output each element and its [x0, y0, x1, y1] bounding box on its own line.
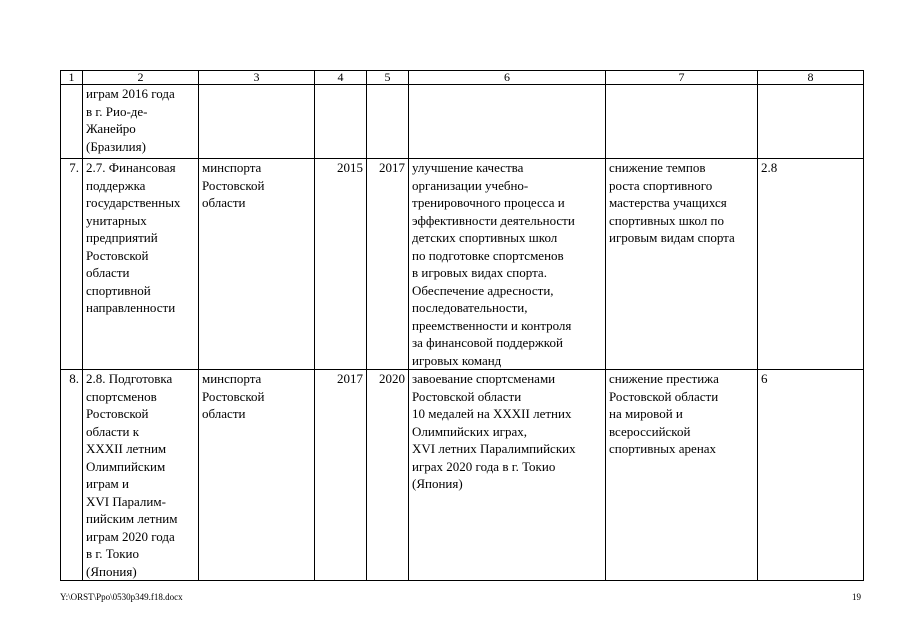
executor	[199, 85, 315, 159]
consequence: снижение темпов роста спортивного мастерства учащихся спортивных школ по игровым видам спорта	[606, 159, 758, 370]
row-number	[61, 85, 83, 159]
header-cell: 6	[409, 71, 606, 85]
expected-result: улучшение качества организации учебно- тренировочного процесса и эффективности деятельности детских спортивных школ по подготовке спортсменов в игровых видах спорта. Обеспечение адресности, последовательности, преемственности и контроля за финансовой поддержкой игровых команд	[409, 159, 606, 370]
related-indicator: 6	[758, 370, 864, 581]
file-path: Y:\ORST\Ppo\0530p349.f18.docx	[60, 592, 183, 602]
page-number: 19	[852, 592, 861, 602]
header-cell: 1	[61, 71, 83, 85]
measure-name: 2.8. Подготовка спортсменов Ростовской области к XXXII летним Олимпийским играм и XVI Паралим- пийским летним играм 2020 года в г. Токио (Япония)	[83, 370, 199, 581]
end-year: 2017	[367, 159, 409, 370]
start-year: 2015	[315, 159, 367, 370]
header-cell: 2	[83, 71, 199, 85]
header-cell: 4	[315, 71, 367, 85]
table-row	[61, 85, 864, 159]
document-table	[60, 70, 864, 581]
measure-name: 2.7. Финансовая поддержка государственных унитарных предприятий Ростовской области спортивной направленности	[83, 159, 199, 370]
executor: минспорта Ростовской области	[199, 159, 315, 370]
expected-result	[409, 85, 606, 159]
end-year: 2020	[367, 370, 409, 581]
header-cell: 3	[199, 71, 315, 85]
start-year: 2017	[315, 370, 367, 581]
end-year	[367, 85, 409, 159]
related-indicator: 2.8	[758, 159, 864, 370]
row-number: 8.	[61, 370, 83, 581]
table-row	[61, 370, 864, 581]
expected-result: завоевание спортсменами Ростовской области 10 медалей на XXXII летних Олимпийских играх, XVI летних Паралимпийских играх 2020 года в г. Токио (Япония)	[409, 370, 606, 581]
row-number: 7.	[61, 159, 83, 370]
executor: минспорта Ростовской области	[199, 370, 315, 581]
related-indicator	[758, 85, 864, 159]
start-year	[315, 85, 367, 159]
header-row	[61, 71, 864, 85]
table-row	[61, 159, 864, 370]
measure-name: играм 2016 года в г. Рио-де- Жанейро (Бразилия)	[83, 85, 199, 159]
header-cell: 8	[758, 71, 864, 85]
header-cell: 7	[606, 71, 758, 85]
consequence: снижение престижа Ростовской области на мировой и всероссийской спортивных аренах	[606, 370, 758, 581]
header-cell: 5	[367, 71, 409, 85]
consequence	[606, 85, 758, 159]
